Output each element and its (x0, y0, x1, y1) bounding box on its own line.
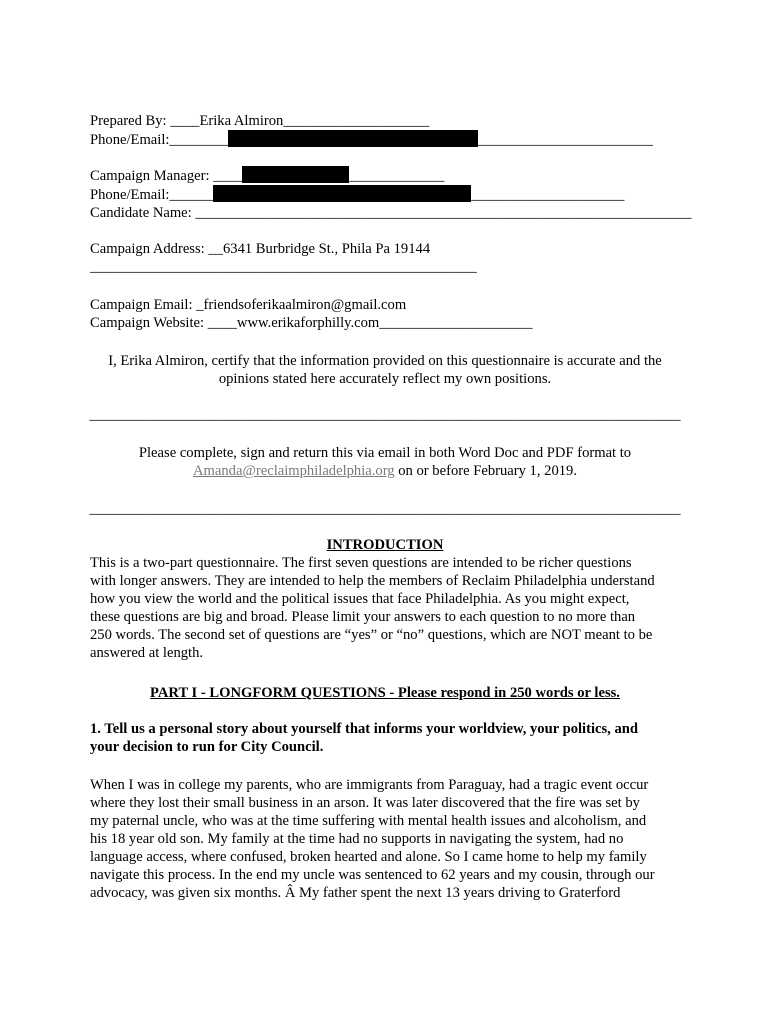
manager-phone-label: Phone/Email: (90, 187, 170, 203)
address-line-2: _____________________________________________________ (90, 259, 477, 275)
answer-1-line: his 18 year old son. My family at the time had no supports in navigating the system, had no (90, 831, 624, 847)
answer-1 (90, 776, 680, 902)
manager-suffix: _____________ (349, 168, 445, 184)
manager-phone-prefix: ______ (169, 187, 214, 203)
part1-heading: PART I - LONGFORM QUESTIONS - Please respond in 250 words or less. (150, 685, 620, 701)
introduction-text (90, 554, 680, 662)
intro-line: answered at length. (90, 645, 204, 661)
address-line (90, 240, 680, 258)
redaction-bar (242, 166, 349, 183)
campaign-email-value: _friendsoferikaalmiron@gmail.com (196, 297, 407, 313)
answer-1-line: navigate this process. In the end my uncle was sentenced to 62 years and my cousin, through our (90, 867, 655, 883)
certification-block (80, 352, 690, 388)
part1-heading-wrap (90, 684, 680, 702)
question-1 (90, 720, 680, 756)
manager-phone-line (90, 185, 680, 204)
prepared-by-value: ____Erika Almiron____________________ (170, 113, 430, 129)
contact-block (90, 112, 680, 149)
instructions-block (80, 444, 690, 480)
certification-line-1: I, Erika Almiron, certify that the information provided on this questionnaire is accurate and the (108, 353, 662, 369)
manager-block (90, 166, 692, 222)
candidate-value: ____________________________________________________________________ (195, 205, 692, 221)
manager-phone-suffix: _____________________ (471, 187, 625, 203)
instructions-rule: _________________________________________________________________________________ (89, 501, 681, 517)
intro-line: 250 words. The second set of questions are “yes” or “no” questions, which are NOT meant to be (90, 627, 653, 643)
contact-email-link[interactable]: Amanda@reclaimphiladelphia.org (193, 463, 395, 479)
prepared-by-line (90, 112, 680, 130)
candidate-label: Candidate Name: (90, 205, 196, 221)
answer-1-line: my paternal uncle, who was at the time suffering with mental health issues and alcoholism, and (90, 813, 647, 829)
introduction-heading: INTRODUCTION (326, 537, 444, 553)
redaction-bar (213, 185, 471, 202)
candidate-line (90, 204, 692, 222)
address-value: __6341 Burbridge St., Phila Pa 19144 (208, 241, 431, 257)
manager-prefix: ____ (213, 168, 243, 184)
question-1-line: 1. Tell us a personal story about yourself that informs your worldview, your politics, and (90, 721, 638, 737)
address-label: Campaign Address: (90, 241, 209, 257)
answer-1-line: advocacy, was given six months. Â My father spent the next 13 years driving to Graterford (90, 885, 621, 901)
intro-line: these questions are big and broad. Please limit your answers to each question to no more than (90, 609, 636, 625)
campaign-email-line (90, 296, 680, 314)
phone-email-suffix: ________________________ (477, 132, 653, 148)
manager-line (90, 166, 680, 185)
address-block (90, 240, 680, 276)
phone-email-prefix: ________ (169, 132, 228, 148)
answer-1-line: where they lost their small business in an arson. It was later discovered that the fire was set by (90, 795, 640, 811)
instructions-line-1: Please complete, sign and return this via email in both Word Doc and PDF format to (138, 445, 632, 461)
manager-label: Campaign Manager: (90, 168, 214, 184)
email-website-block (90, 296, 680, 332)
campaign-website-label: Campaign Website: (90, 315, 208, 331)
prepared-by-label: Prepared By: (90, 113, 171, 129)
certification-line-2: opinions stated here accurately reflect my own positions. (218, 371, 552, 387)
intro-line: This is a two-part questionnaire. The first seven questions are intended to be richer questions (90, 555, 632, 571)
answer-1-line: language access, where confused, broken hearted and alone. So I came home to help my family (90, 849, 647, 865)
signature-rule: _________________________________________________________________________________ (89, 407, 681, 423)
redaction-bar (228, 130, 478, 147)
campaign-email-label: Campaign Email: (90, 297, 197, 313)
intro-line: how you view the world and the political issues that face Philadelphia. As you might expect, (90, 591, 630, 607)
answer-1-line: When I was in college my parents, who are immigrants from Paraguay, had a tragic event occur (90, 777, 649, 793)
question-1-line: your decision to run for City Council. (90, 739, 324, 755)
introduction-section (90, 536, 680, 662)
campaign-website-value: ____www.erikaforphilly.com_____________________ (207, 315, 533, 331)
intro-line: with longer answers. They are intended to help the members of Reclaim Philadelphia understand (90, 573, 655, 589)
instructions-line-2 (80, 462, 690, 480)
campaign-website-line (90, 314, 680, 332)
phone-email-label: Phone/Email: (90, 132, 170, 148)
phone-email-line (90, 130, 680, 149)
instructions-deadline: on or before February 1, 2019. (394, 463, 577, 479)
